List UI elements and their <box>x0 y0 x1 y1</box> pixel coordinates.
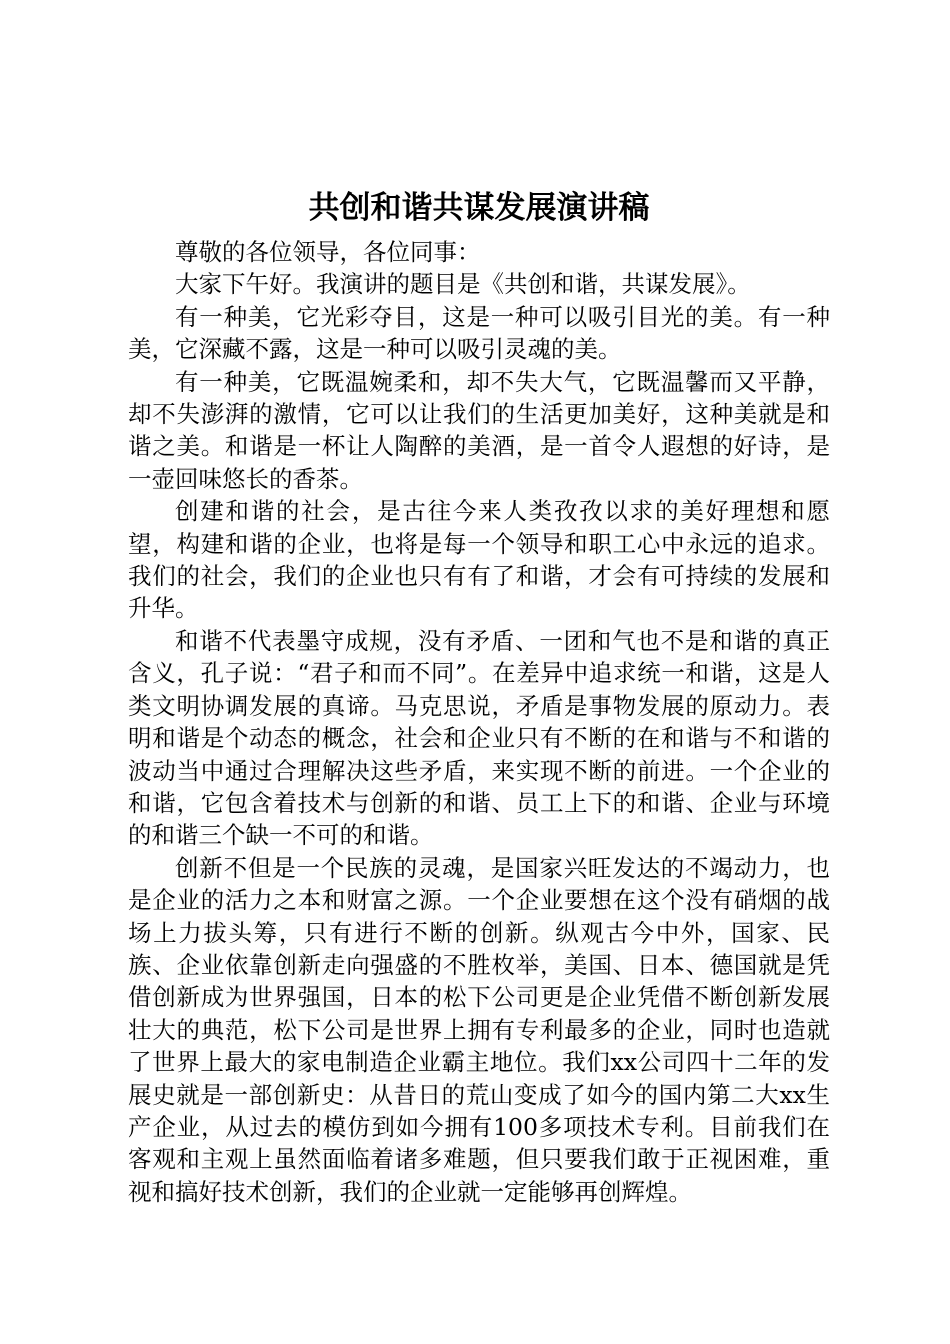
paragraph-salutation: 尊敬的各位领导，各位同事： <box>175 238 481 266</box>
paragraph-innovation: 创新不但是一个民族的灵魂，是国家兴旺发达的不竭动力，也是企业的活力之本和财富之源。一个企业要想在这个没有硝烟的战场上力拔头筹，只有进行不断的创新。纵观古今中外，国家、民族、企业依靠创新走向强盛的不胜枚举，美国、日本、德国就是凭借创新成为世界强国，日本的松下公司更是企业凭借不断创新发展壮大的典范，松下公司是世界上拥有专利最多的企业，同时也造就了世界上最大的家电制造企业霸主地位。我们xx公司四十二年的发展史就是一部创新史：从昔日的荒山变成了如今的国内第二大xx生产企业，从过去的模仿到如今拥有100多项技术专利。目前我们在客观和主观上虽然面临着诸多难题，但只要我们敢于正视困难，重视和搞好技术创新，我们的企业就一定能够再创辉煌。 <box>128 853 830 1206</box>
paragraph-harmony-meaning: 和谐不代表墨守成规，没有矛盾、一团和气也不是和谐的真正含义，孔子说：“君子和而不同”。在差异中追求统一和谐，这是人类文明协调发展的真谛。马克思说，矛盾是事物发展的原动力。表明和谐是个动态的概念，社会和企业只有不断的在和谐与不和谐的波动当中通过合理解决这些矛盾，来实现不断的前进。一个企业的和谐，它包含着技术与创新的和谐、员工上下的和谐、企业与环境的和谐三个缺一不可的和谐。 <box>128 626 830 850</box>
paragraph-harmony-beauty: 有一种美，它既温婉柔和，却不失大气，它既温馨而又平静，却不失澎湃的激情，它可以让我们的生活更加美好，这种美就是和谐之美。和谐是一杯让人陶醉的美酒，是一首令人遐想的好诗，是一壶回味悠长的香茶。 <box>128 367 830 493</box>
paragraph-harmonious-society: 创建和谐的社会，是古往今来人类孜孜以求的美好理想和愿望，构建和谐的企业，也将是每一个领导和职工心中永远的追求。我们的社会，我们的企业也只有有了和谐，才会有可持续的发展和升华。 <box>128 497 830 623</box>
document-body <box>128 186 830 1208</box>
paragraph-greeting: 大家下午好。我演讲的题目是《共创和谐，共谋发展》。 <box>175 270 751 299</box>
document-title: 共创和谐共谋发展演讲稿 <box>308 190 650 226</box>
paragraph-beauty: 有一种美，它光彩夺目，这是一种可以吸引目光的美。有一种美，它深藏不露，这是一种可以吸引灵魂的美。 <box>128 302 830 364</box>
